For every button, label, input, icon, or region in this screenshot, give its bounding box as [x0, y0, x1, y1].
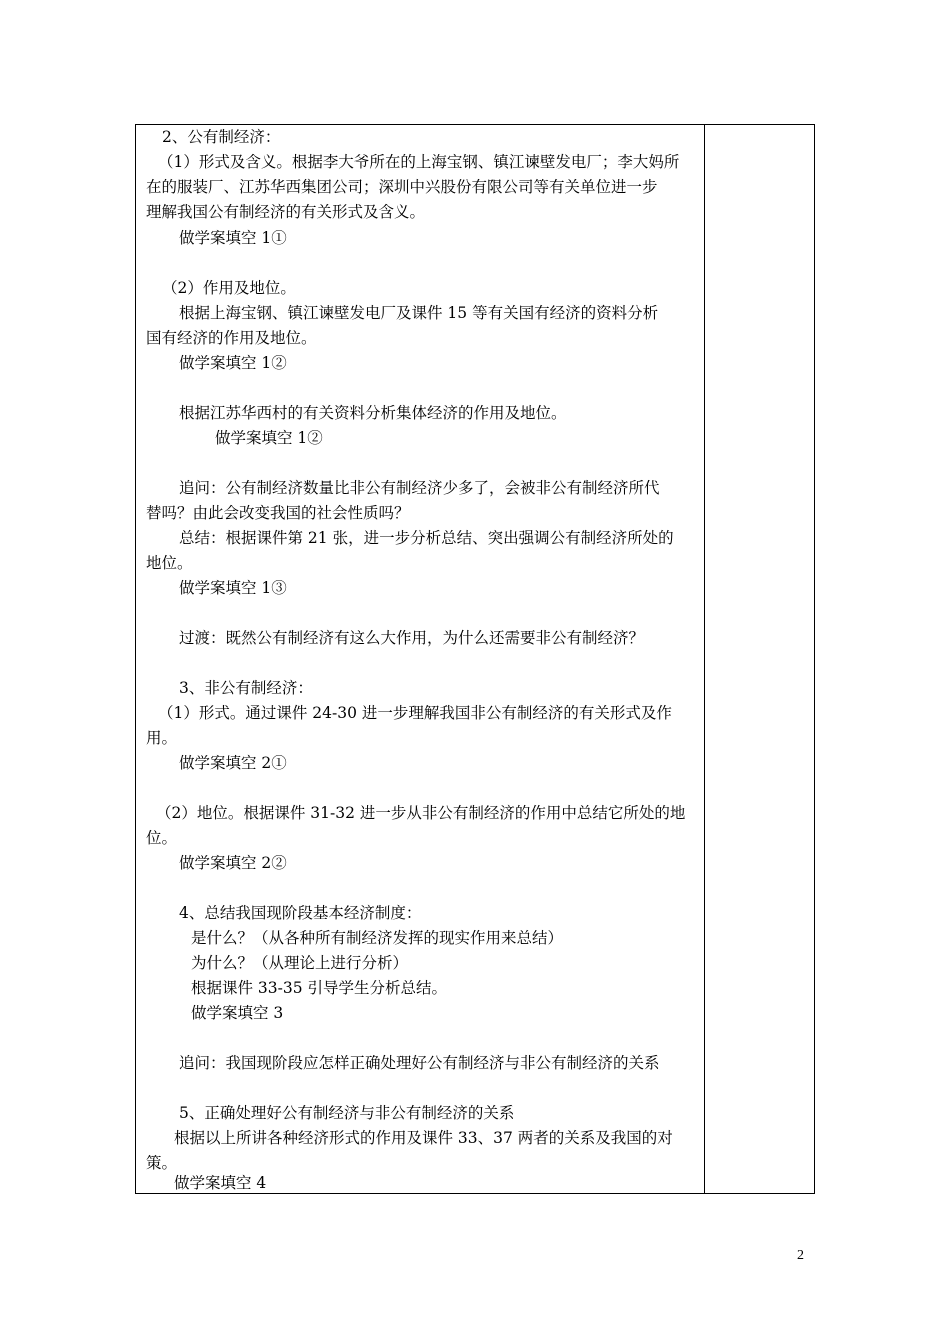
exercise-line: 做学案填空 1① [179, 229, 287, 247]
paragraph-line: 在的服装厂、江苏华西集团公司；深圳中兴股份有限公司等有关单位进一步 [146, 178, 658, 196]
paragraph-line: 替吗？由此会改变我国的社会性质吗？ [146, 504, 410, 522]
paragraph-line: 是什么？（从各种所有制经济发挥的现实作用来总结） [191, 929, 564, 947]
paragraph-line: （1）形式。通过课件 24-30 进一步理解我国非公有制经济的有关形式及作 [158, 704, 672, 722]
main-content-cell [136, 125, 705, 1193]
notes-cell [705, 125, 814, 1193]
exercise-line: 做学案填空 3 [191, 1004, 284, 1022]
paragraph-line: 国有经济的作用及地位。 [146, 329, 317, 347]
paragraph-line: 根据江苏华西村的有关资料分析集体经济的作用及地位。 [179, 404, 567, 422]
exercise-line: 做学案填空 1② [179, 354, 287, 372]
paragraph-line: 策。 [146, 1154, 178, 1172]
paragraph-line: 总结：根据课件第 21 张，进一步分析总结、突出强调公有制经济所处的 [179, 529, 674, 547]
paragraph-line: 根据以上所讲各种经济形式的作用及课件 33、37 两者的关系及我国的对 [174, 1129, 673, 1147]
page-number: 2 [797, 1248, 804, 1263]
section-heading: 4、总结我国现阶段基本经济制度： [179, 904, 422, 922]
paragraph-line: 追问：我国现阶段应怎样正确处理好公有制经济与非公有制经济的关系 [179, 1054, 660, 1072]
paragraph-line: 位。 [146, 829, 178, 847]
paragraph-line: 根据课件 33-35 引导学生分析总结。 [191, 979, 448, 997]
paragraph-line: 追问：公有制经济数量比非公有制经济少多了，会被非公有制经济所代 [179, 479, 660, 497]
content-table [135, 124, 815, 1194]
section-heading: 5、正确处理好公有制经济与非公有制经济的关系 [179, 1104, 515, 1122]
paragraph-line: （1）形式及含义。根据李大爷所在的上海宝钢、镇江谏壁发电厂；李大妈所 [158, 153, 680, 171]
paragraph-line: 地位。 [146, 554, 193, 572]
paragraph-line: （2）地位。根据课件 31-32 进一步从非公有制经济的作用中总结它所处的地 [156, 804, 686, 822]
exercise-line: 做学案填空 2① [179, 754, 287, 772]
exercise-line: 做学案填空 4 [174, 1174, 267, 1192]
exercise-line: 做学案填空 2② [179, 854, 287, 872]
section-heading: 3、非公有制经济： [179, 679, 313, 697]
subheading: （2）作用及地位。 [162, 279, 296, 297]
paragraph-line: 根据上海宝钢、镇江谏壁发电厂及课件 15 等有关国有经济的资料分析 [179, 304, 659, 322]
paragraph-line: 用。 [146, 729, 178, 747]
paragraph-line: 过渡：既然公有制经济有这么大作用，为什么还需要非公有制经济？ [179, 629, 645, 647]
exercise-line: 做学案填空 1② [215, 429, 323, 447]
paragraph-line: 为什么？（从理论上进行分析） [191, 954, 409, 972]
exercise-line: 做学案填空 1③ [179, 579, 287, 597]
paragraph-line: 理解我国公有制经济的有关形式及含义。 [146, 203, 426, 221]
section-heading: 2、公有制经济： [162, 128, 281, 146]
